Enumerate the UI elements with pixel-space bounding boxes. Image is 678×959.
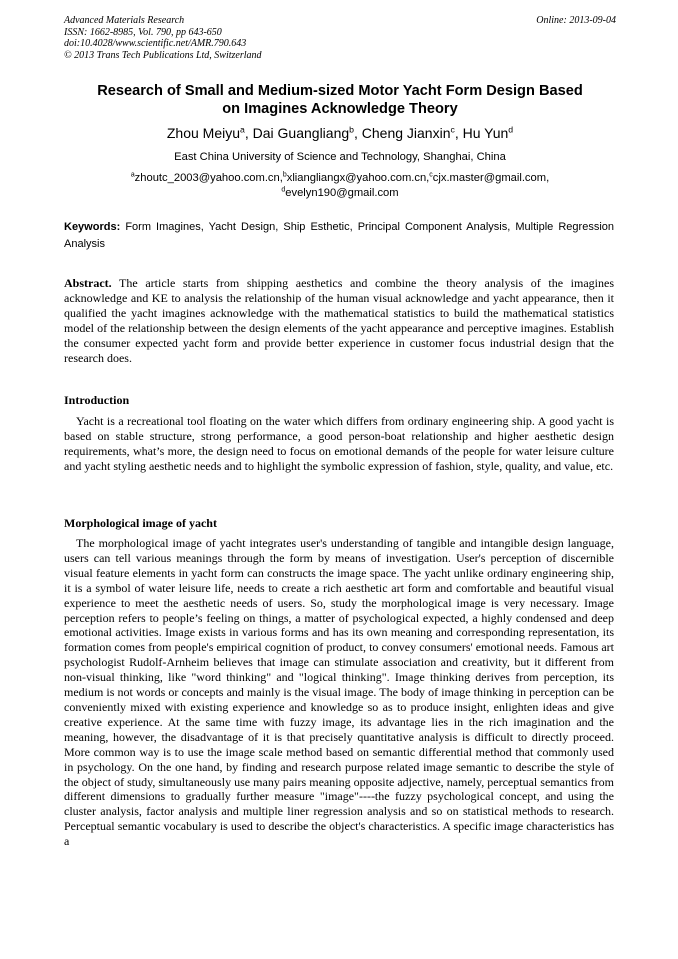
email-list bbox=[64, 171, 616, 201]
affiliation: East China University of Science and Technology, Shanghai, China bbox=[174, 151, 506, 163]
author-mark: b bbox=[349, 124, 354, 135]
copyright-line: © 2013 Trans Tech Publications Ltd, Switzerland bbox=[64, 49, 262, 61]
section-heading-morphological-image: Morphological image of yacht bbox=[64, 516, 217, 530]
author-list bbox=[64, 124, 616, 142]
keywords-label: Keywords: bbox=[64, 221, 121, 233]
paragraph-introduction: Yacht is a recreational tool floating on the water which differs from ordinary engineering ship. A good yacht is based on stable structure, strong performance, a good person-boat relationship and higher aesthetic design requirements, what’s more, the design need to focus on emotional demands of the people for water leisure culture and yacht styling aesthetic needs and to highlight the symbolic expression of fashion, style, quality, and value, etc. bbox=[64, 414, 614, 473]
author-separator: , bbox=[353, 125, 362, 141]
author-name: Hu Yun bbox=[462, 125, 509, 141]
issn-line: ISSN: 1662-8985, Vol. 790, pp 643-650 bbox=[64, 26, 222, 38]
email-mark: c bbox=[429, 171, 433, 179]
author-mark: d bbox=[508, 124, 514, 135]
keywords bbox=[64, 219, 614, 253]
keywords-text: Form Imagines, Yacht Design, Ship Esthetic, Principal Component Analysis, Multiple Regression Analysis bbox=[64, 221, 614, 250]
online-date: Online: 2013-09-04 bbox=[536, 15, 616, 26]
email-mark: a bbox=[130, 171, 135, 179]
title-line-1: Research of Small and Medium-sized Motor Yacht Form Design Based bbox=[97, 83, 583, 99]
paragraph-morphological-image: The morphological image of yacht integrates user's understanding of tangible and intangible design language, users can tell various meanings through the form by means of investigation. User's perception of discernible visual feature elements in yacht form can constructs the image space. The yacht unlike ordinary engineering ship, it is a symbol of water leisure life, needs to create a rich aesthetic art form and comfortable and beautiful visual experience to meet the aesthetic needs of users. So, study the morphological image is very necessary. Image perception refers to people’s feeling on things, a matter of psychological expected, a highly condensed and deep emotional activities. Image exists in various forms and has its own meaning and corresponding representation, its formation comes from people's empirical cognition of product, to convey consumers' emotional needs. Famous art psychologist Rudolf-Arnheim believes that image can stimulate association and creativity, but it different from non-visual thinking, like "word thinking" and "logical thinking". Image thinking derives from perception, its medium is not words or concepts and mainly is the visual image. The body of image thinking in perception can be conveniently mixed with existing experience and knowledge so as to produce insight, enlighten ideas and give creative experience. At the same time with fuzzy image, its advantage lies in the rich imagination and the meaning, however, the disadvantage of it is that precisely quantitative analysis is difficult to directly proceed. More common way is to use the image scale method based on semantic differential method that commonly used in psychology. On the one hand, by finding and research purpose related image semantic to describe the style of the object of study, simultaneously use many pairs meaning opposite adjective, namely, perceptual semantics from different dimensions to gradually further measure "image"----the fuzzy psychological concept, and using the cluster analysis, factor analysis and multiple liner regression analysis and so on statistical methods to research. Perceptual semantic vocabulary is used to describe the object's characteristics. A specific image characteristics has a bbox=[64, 536, 614, 849]
author-name: Cheng Jianxin bbox=[361, 125, 451, 141]
author-separator: , bbox=[454, 125, 463, 141]
paper-title bbox=[64, 82, 616, 118]
email-mark: b bbox=[282, 171, 287, 179]
title-line-2: on Imagines Acknowledge Theory bbox=[222, 101, 458, 117]
author-mark: c bbox=[450, 124, 455, 135]
email-mark: d bbox=[281, 186, 286, 194]
author-mark: a bbox=[240, 124, 245, 135]
journal-header bbox=[64, 15, 616, 61]
journal-name: Advanced Materials Research bbox=[64, 15, 185, 26]
section-heading-introduction: Introduction bbox=[64, 393, 130, 407]
email-link[interactable]: cjx.master@gmail.com, bbox=[432, 172, 550, 184]
author-separator: , bbox=[244, 125, 253, 141]
email-link[interactable]: evelyn190@gmail.com bbox=[285, 187, 399, 199]
author-name: Dai Guangliang bbox=[252, 125, 350, 141]
abstract-label: Abstract. bbox=[64, 276, 112, 290]
author-name: Zhou Meiyu bbox=[166, 125, 241, 141]
doi-line[interactable]: doi:10.4028/www.scientific.net/AMR.790.643 bbox=[64, 38, 247, 49]
abstract bbox=[64, 276, 614, 365]
abstract-text: The article starts from shipping aesthetics and combine the theory analysis of the imagines acknowledge and KE to analysis the relationship of the human visual acknowledge and yacht appearance, then it qualified the yacht imagines acknowledge with the mathematical statistics to build the mathematical statistics model of the relationship between the design elements of the yacht appearance and perceptive imagines. Establish the consumer expected yacht form and provide better experience in customer focus industrial design that the research does. bbox=[64, 276, 614, 365]
email-link[interactable]: xliangliangx@yahoo.com.cn, bbox=[286, 172, 430, 184]
email-link[interactable]: zhoutc_2003@yahoo.com.cn, bbox=[134, 172, 283, 184]
